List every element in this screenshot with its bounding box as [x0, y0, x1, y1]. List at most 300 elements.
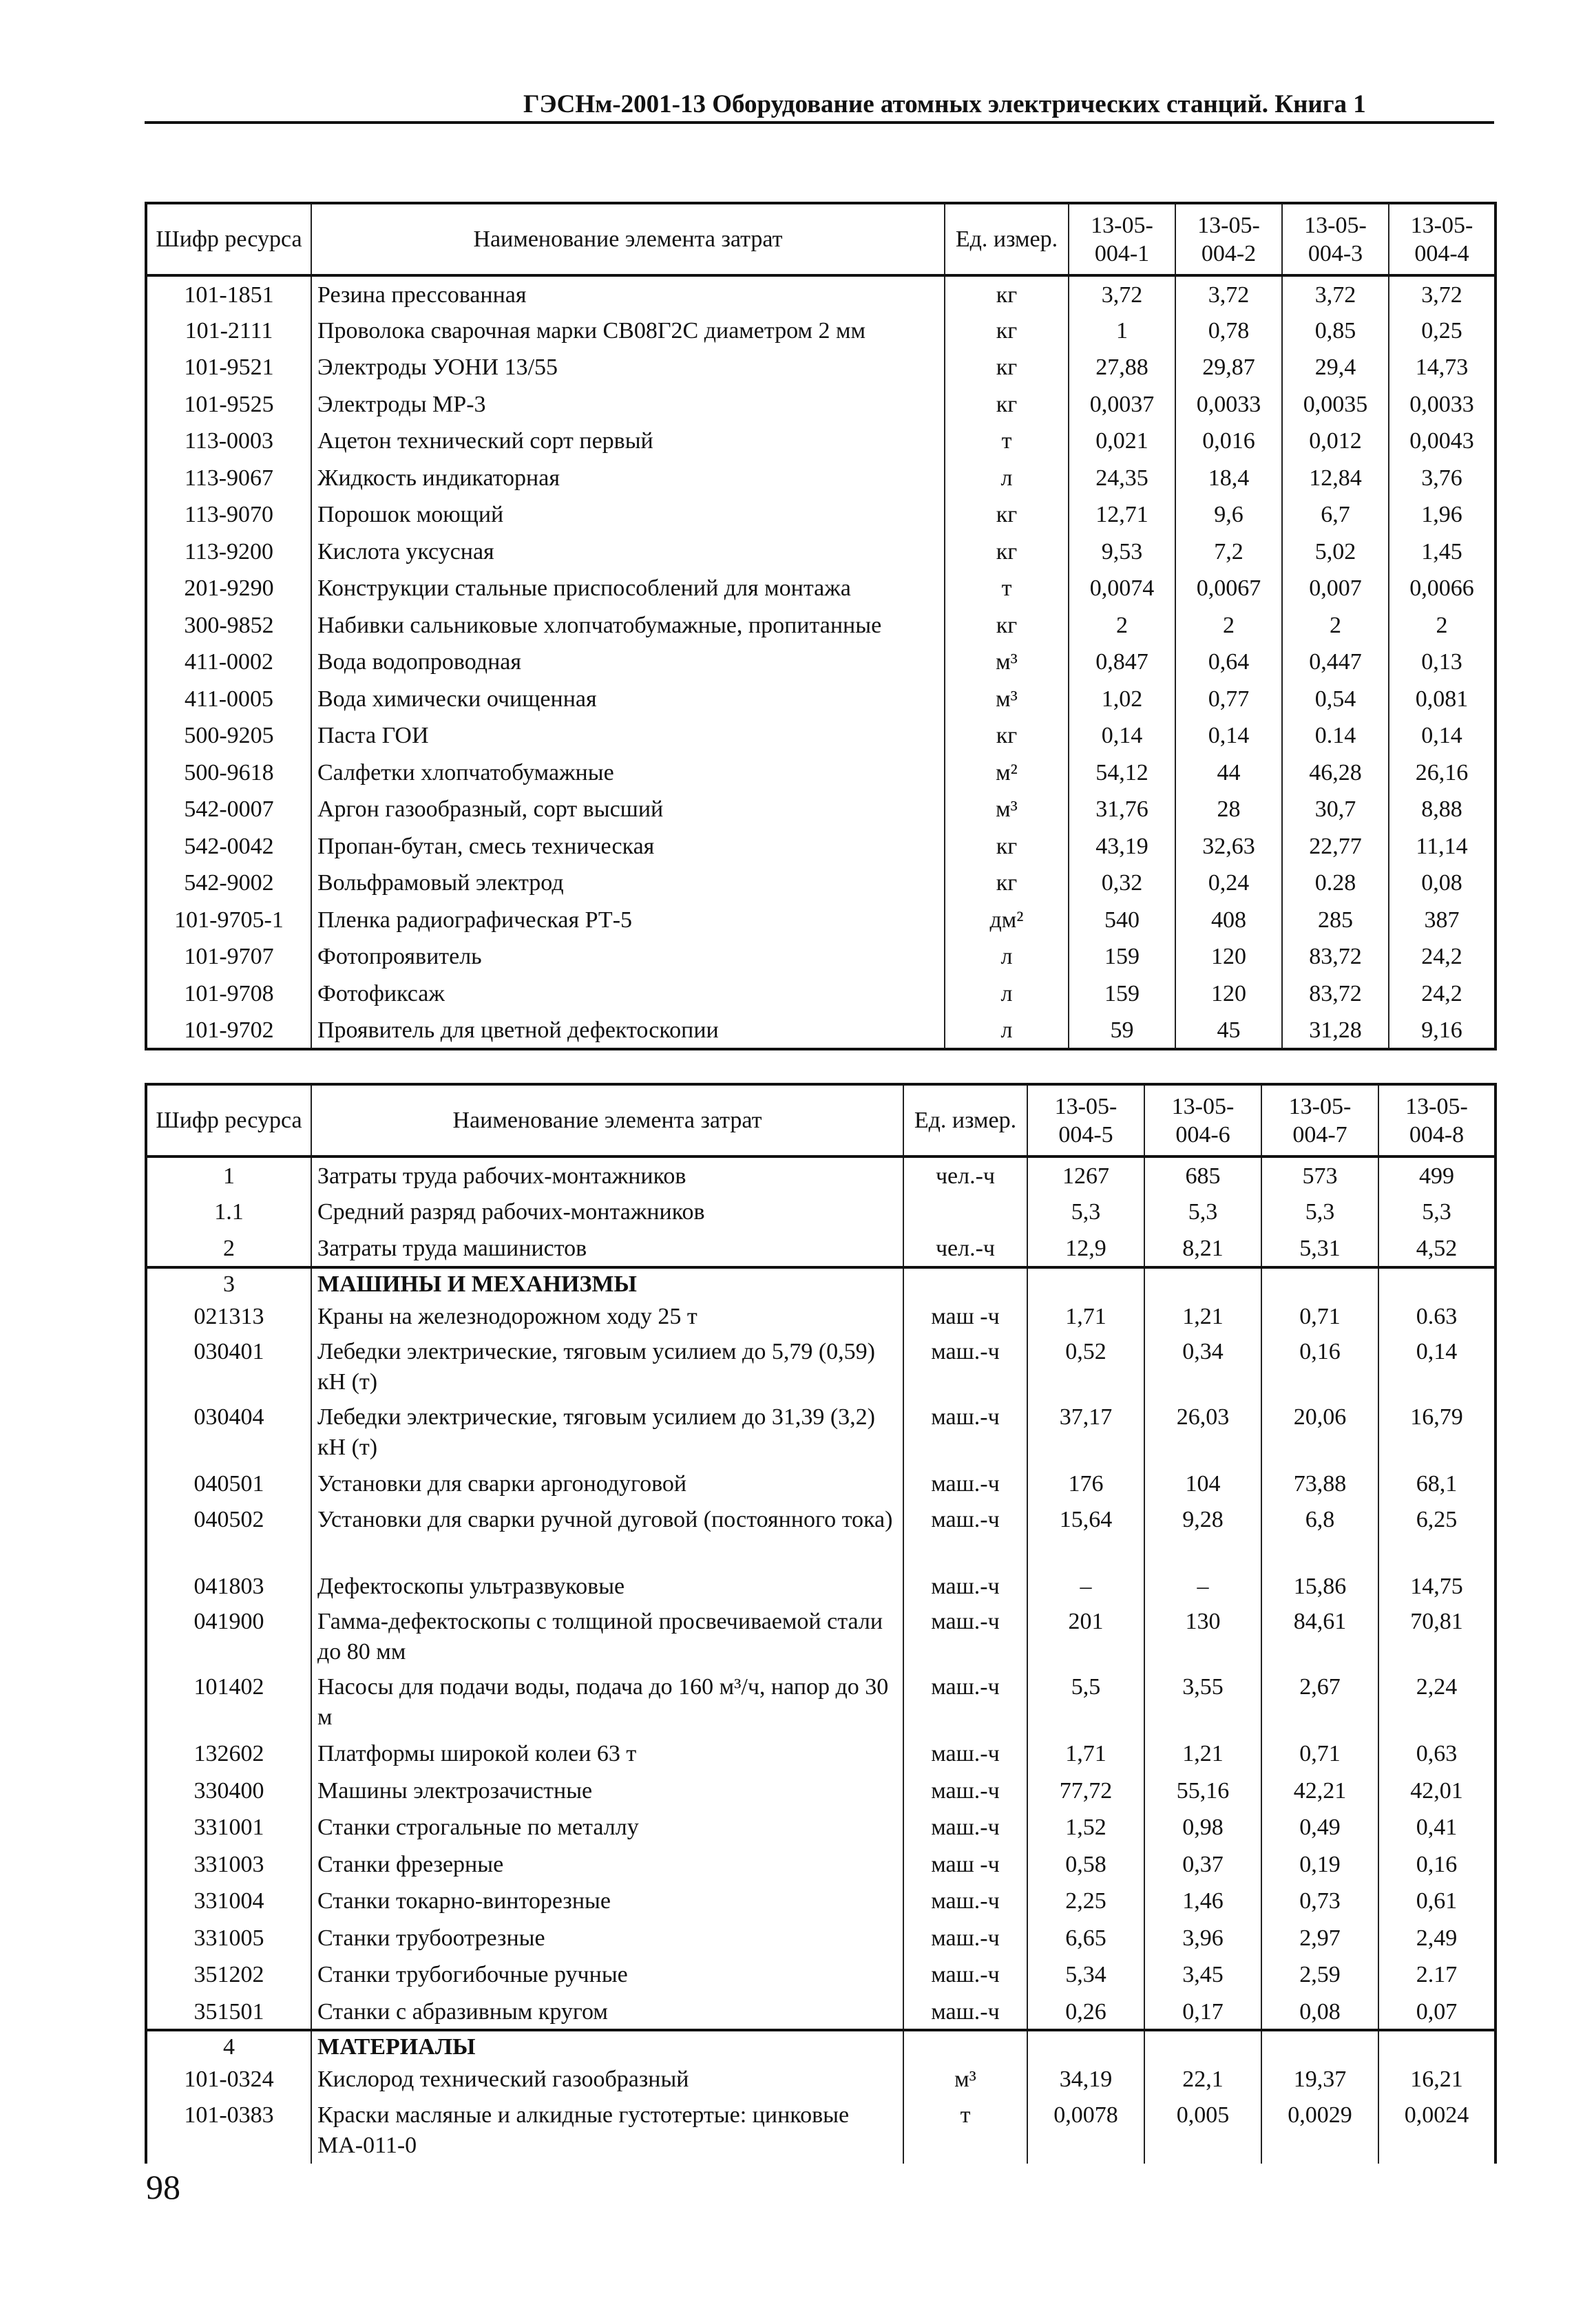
- cell-unit: м³: [903, 2061, 1027, 2098]
- cell-value-3: 12,84: [1282, 460, 1389, 497]
- cell-value-3: 2,67: [1261, 1670, 1378, 1735]
- cell-cost-element-name: Набивки сальниковые хлопчатобумажные, пропитанные: [311, 607, 945, 644]
- cell-cost-element-name: МАШИНЫ И МЕХАНИЗМЫ: [311, 1267, 903, 1298]
- cell-value-4: 0,16: [1378, 1846, 1496, 1883]
- cell-resource-code: 021313: [146, 1298, 311, 1335]
- page-number: 98: [146, 2168, 180, 2206]
- table-row: [146, 975, 1496, 1013]
- cell-unit: [903, 1194, 1027, 1231]
- cell-cost-element-name: Станки трубогибочные ручные: [311, 1956, 903, 1994]
- cell-unit: м³: [945, 644, 1069, 681]
- cell-value-2: 5,3: [1144, 1194, 1261, 1231]
- cell-value-4: 8,88: [1389, 791, 1496, 828]
- cell-value-1: [1027, 2030, 1144, 2061]
- cell-value-2: 18,4: [1175, 460, 1282, 497]
- header-col-1: 13-05-004-5: [1027, 1084, 1144, 1156]
- cell-cost-element-name: Конструкции стальные приспособлений для монтажа: [311, 570, 945, 607]
- cell-value-3: 0,49: [1261, 1809, 1378, 1846]
- table-row: [146, 1809, 1496, 1846]
- cell-resource-code: 201-9290: [146, 570, 311, 607]
- table-row: [146, 1920, 1496, 1957]
- cell-resource-code: 331004: [146, 1883, 311, 1920]
- table-row: [146, 1267, 1496, 1298]
- cell-unit: л: [945, 975, 1069, 1013]
- cell-value-2: 28: [1175, 791, 1282, 828]
- materials-table-1: [145, 202, 1497, 1050]
- cell-value-3: 83,72: [1282, 975, 1389, 1013]
- table-row: [146, 1883, 1496, 1920]
- cell-value-3: 0,19: [1261, 1846, 1378, 1883]
- cell-value-4: 499: [1378, 1156, 1496, 1194]
- table-row: [146, 1194, 1496, 1231]
- cell-value-3: 0,85: [1282, 313, 1389, 350]
- cell-unit: кг: [945, 275, 1069, 313]
- cell-resource-code: 331005: [146, 1920, 311, 1957]
- cell-value-3: 0,0029: [1261, 2098, 1378, 2164]
- cell-value-2: 3,96: [1144, 1920, 1261, 1957]
- table-row: [146, 423, 1496, 460]
- cell-value-1: 0,0078: [1027, 2098, 1144, 2164]
- cell-value-1: 0,52: [1027, 1335, 1144, 1400]
- cell-value-3: 0,012: [1282, 423, 1389, 460]
- cell-value-3: 5,3: [1261, 1194, 1378, 1231]
- cell-value-2: [1144, 2030, 1261, 2061]
- header-col-3: 13-05-004-3: [1282, 203, 1389, 275]
- cell-value-4: 0,41: [1378, 1809, 1496, 1846]
- cell-resource-code: 030401: [146, 1335, 311, 1400]
- cell-value-4: 11,14: [1389, 828, 1496, 865]
- cell-resource-code: 113-0003: [146, 423, 311, 460]
- cell-cost-element-name: Станки фрезерные: [311, 1846, 903, 1883]
- cell-value-2: 9,6: [1175, 496, 1282, 534]
- cell-value-3: 0.14: [1282, 717, 1389, 754]
- cell-value-1: 77,72: [1027, 1773, 1144, 1810]
- cell-value-3: 0,16: [1261, 1335, 1378, 1400]
- cell-value-1: 1,71: [1027, 1298, 1144, 1335]
- cell-unit: маш.-ч: [903, 1466, 1027, 1503]
- cell-value-3: 6,8: [1261, 1503, 1378, 1568]
- cell-cost-element-name: Машины электрозачистные: [311, 1773, 903, 1810]
- cell-value-2: 0,78: [1175, 313, 1282, 350]
- cell-value-3: 83,72: [1282, 938, 1389, 975]
- cell-unit: кг: [945, 717, 1069, 754]
- cell-value-2: 0,77: [1175, 681, 1282, 718]
- header-cost-element-name: Наименование элемента затрат: [311, 203, 945, 275]
- cell-value-1: 27,88: [1069, 349, 1175, 386]
- cell-resource-code: 411-0002: [146, 644, 311, 681]
- cell-value-3: [1261, 1267, 1378, 1298]
- cell-cost-element-name: Платформы широкой колеи 63 т: [311, 1735, 903, 1773]
- cell-value-3: 5,31: [1261, 1230, 1378, 1267]
- cell-value-2: 26,03: [1144, 1400, 1261, 1466]
- cell-resource-code: 030404: [146, 1400, 311, 1466]
- cell-cost-element-name: Станки трубоотрезные: [311, 1920, 903, 1957]
- cell-unit: м³: [945, 791, 1069, 828]
- cell-value-4: 42,01: [1378, 1773, 1496, 1810]
- header-unit: Ед. измер.: [903, 1084, 1027, 1156]
- cell-cost-element-name: Установки для сварки аргонодуговой: [311, 1466, 903, 1503]
- table-row: [146, 1994, 1496, 2031]
- cell-cost-element-name: Вода водопроводная: [311, 644, 945, 681]
- cell-value-2: 3,45: [1144, 1956, 1261, 1994]
- cell-cost-element-name: Фотофиксаж: [311, 975, 945, 1013]
- cell-resource-code: 331003: [146, 1846, 311, 1883]
- cell-resource-code: 101-2111: [146, 313, 311, 350]
- cell-resource-code: 101-9525: [146, 386, 311, 423]
- table-row: [146, 1503, 1496, 1568]
- cell-resource-code: 542-9002: [146, 865, 311, 902]
- cell-cost-element-name: Краны на железнодорожном ходу 25 т: [311, 1298, 903, 1335]
- cell-value-1: 2,25: [1027, 1883, 1144, 1920]
- table-row: [146, 570, 1496, 607]
- table-row: [146, 1230, 1496, 1267]
- cell-value-3: 42,21: [1261, 1773, 1378, 1810]
- cell-resource-code: 1.1: [146, 1194, 311, 1231]
- cell-resource-code: 101402: [146, 1670, 311, 1735]
- cell-cost-element-name: Дефектоскопы ультразвуковые: [311, 1568, 903, 1605]
- cell-value-1: 5,5: [1027, 1670, 1144, 1735]
- cell-unit: маш.-ч: [903, 1335, 1027, 1400]
- cell-value-4: 0,0043: [1389, 423, 1496, 460]
- cell-resource-code: 1: [146, 1156, 311, 1194]
- table-row: [146, 717, 1496, 754]
- cell-resource-code: 101-0383: [146, 2098, 311, 2164]
- cell-value-1: 43,19: [1069, 828, 1175, 865]
- cell-value-2: 0,0067: [1175, 570, 1282, 607]
- cell-value-2: –: [1144, 1568, 1261, 1605]
- cell-cost-element-name: Пропан-бутан, смесь техническая: [311, 828, 945, 865]
- cell-value-4: 0,08: [1389, 865, 1496, 902]
- table-row: [146, 1335, 1496, 1400]
- cell-value-2: 0,34: [1144, 1335, 1261, 1400]
- cell-value-3: 22,77: [1282, 828, 1389, 865]
- header-resource-code: Шифр ресурса: [146, 1084, 311, 1156]
- cell-unit: кг: [945, 496, 1069, 534]
- cell-value-4: 70,81: [1378, 1605, 1496, 1670]
- cell-unit: л: [945, 938, 1069, 975]
- cell-resource-code: 411-0005: [146, 681, 311, 718]
- cell-unit: кг: [945, 828, 1069, 865]
- table-row: [146, 2030, 1496, 2061]
- header-col-3: 13-05-004-7: [1261, 1084, 1378, 1156]
- cell-resource-code: 330400: [146, 1773, 311, 1810]
- cell-value-4: 0,13: [1389, 644, 1496, 681]
- cell-resource-code: 101-9708: [146, 975, 311, 1013]
- cell-value-1: 0,14: [1069, 717, 1175, 754]
- cell-value-4: 0,07: [1378, 1994, 1496, 2031]
- cell-value-2: 120: [1175, 975, 1282, 1013]
- table-row: [146, 1298, 1496, 1335]
- cell-value-1: 1: [1069, 313, 1175, 350]
- header-unit: Ед. измер.: [945, 203, 1069, 275]
- cell-unit: маш.-ч: [903, 1883, 1027, 1920]
- table-row: [146, 791, 1496, 828]
- cell-unit: кг: [945, 607, 1069, 644]
- cell-cost-element-name: Аргон газообразный, сорт высший: [311, 791, 945, 828]
- cell-cost-element-name: Лебедки электрические, тяговым усилием до 5,79 (0,59) кН (т): [311, 1335, 903, 1400]
- cell-cost-element-name: Установки для сварки ручной дуговой (постоянного тока): [311, 1503, 903, 1568]
- cell-value-4: 0,61: [1378, 1883, 1496, 1920]
- cell-value-3: 0,08: [1261, 1994, 1378, 2031]
- cell-value-4: 24,2: [1389, 938, 1496, 975]
- cell-value-1: 0,58: [1027, 1846, 1144, 1883]
- cell-value-1: 1,02: [1069, 681, 1175, 718]
- table-row: [146, 607, 1496, 644]
- cell-value-2: 44: [1175, 754, 1282, 792]
- cell-value-2: 45: [1175, 1012, 1282, 1049]
- cell-value-3: 15,86: [1261, 1568, 1378, 1605]
- cell-value-3: 3,72: [1282, 275, 1389, 313]
- cell-unit: м³: [945, 681, 1069, 718]
- cell-value-2: 2: [1175, 607, 1282, 644]
- cell-cost-element-name: Гамма-дефектоскопы с толщиной просвечиваемой стали до 80 мм: [311, 1605, 903, 1670]
- cell-value-2: 8,21: [1144, 1230, 1261, 1267]
- cell-value-4: 0,081: [1389, 681, 1496, 718]
- cell-value-4: 16,21: [1378, 2061, 1496, 2098]
- cell-value-1: 5,3: [1027, 1194, 1144, 1231]
- cell-value-3: 84,61: [1261, 1605, 1378, 1670]
- cell-value-2: 7,2: [1175, 534, 1282, 571]
- cell-resource-code: 101-0324: [146, 2061, 311, 2098]
- cell-value-1: 12,71: [1069, 496, 1175, 534]
- table-row: [146, 681, 1496, 718]
- cell-resource-code: 500-9618: [146, 754, 311, 792]
- cell-cost-element-name: Насосы для подачи воды, подача до 160 м³/ч, напор до 30 м: [311, 1670, 903, 1735]
- cell-resource-code: 113-9067: [146, 460, 311, 497]
- cell-value-2: 0,016: [1175, 423, 1282, 460]
- cell-value-4: 0,0066: [1389, 570, 1496, 607]
- cell-resource-code: 132602: [146, 1735, 311, 1773]
- cell-value-4: 0,14: [1389, 717, 1496, 754]
- cell-resource-code: 542-0007: [146, 791, 311, 828]
- cell-unit: [903, 1267, 1027, 1298]
- cell-value-3: 573: [1261, 1156, 1378, 1194]
- cell-value-2: 0,0033: [1175, 386, 1282, 423]
- cell-unit: маш -ч: [903, 1298, 1027, 1335]
- cell-value-2: 0,24: [1175, 865, 1282, 902]
- table-row: [146, 313, 1496, 350]
- cell-value-2: 9,28: [1144, 1503, 1261, 1568]
- header-col-4: 13-05-004-4: [1389, 203, 1496, 275]
- header-rule: [145, 121, 1494, 124]
- cell-resource-code: 300-9852: [146, 607, 311, 644]
- cell-cost-element-name: Пленка радиографическая РТ-5: [311, 902, 945, 939]
- cell-cost-element-name: Станки с абразивным кругом: [311, 1994, 903, 2031]
- cell-value-1: 159: [1069, 938, 1175, 975]
- cell-value-3: 2,97: [1261, 1920, 1378, 1957]
- header-resource-code: Шифр ресурса: [146, 203, 311, 275]
- cell-unit: кг: [945, 349, 1069, 386]
- cell-resource-code: 2: [146, 1230, 311, 1267]
- cell-cost-element-name: Электроды МР-3: [311, 386, 945, 423]
- cell-value-2: 0,17: [1144, 1994, 1261, 2031]
- cell-value-4: 2: [1389, 607, 1496, 644]
- cell-value-1: 3,72: [1069, 275, 1175, 313]
- cell-value-2: 0,37: [1144, 1846, 1261, 1883]
- cell-value-3: 0.28: [1282, 865, 1389, 902]
- cell-value-4: 0,0024: [1378, 2098, 1496, 2164]
- cell-resource-code: 3: [146, 1267, 311, 1298]
- cell-value-3: 29,4: [1282, 349, 1389, 386]
- cell-unit: л: [945, 1012, 1069, 1049]
- cell-value-2: 32,63: [1175, 828, 1282, 865]
- cell-value-4: 6,25: [1378, 1503, 1496, 1568]
- table-row: [146, 1012, 1496, 1049]
- cell-unit: маш.-ч: [903, 1735, 1027, 1773]
- cell-value-3: 20,06: [1261, 1400, 1378, 1466]
- cell-value-3: 5,02: [1282, 534, 1389, 571]
- cell-resource-code: 542-0042: [146, 828, 311, 865]
- table-row: [146, 1568, 1496, 1605]
- cell-unit: кг: [945, 865, 1069, 902]
- cell-value-2: 130: [1144, 1605, 1261, 1670]
- table-row: [146, 1466, 1496, 1503]
- cell-value-1: 59: [1069, 1012, 1175, 1049]
- cell-value-1: 0,021: [1069, 423, 1175, 460]
- cell-value-3: 0,447: [1282, 644, 1389, 681]
- cell-unit: маш.-ч: [903, 1568, 1027, 1605]
- cell-unit: маш.-ч: [903, 1605, 1027, 1670]
- cell-resource-code: 040501: [146, 1466, 311, 1503]
- cell-value-1: 1267: [1027, 1156, 1144, 1194]
- cell-value-4: 9,16: [1389, 1012, 1496, 1049]
- cell-unit: дм²: [945, 902, 1069, 939]
- table-row: [146, 644, 1496, 681]
- cell-cost-element-name: Фотопроявитель: [311, 938, 945, 975]
- table-row: [146, 1846, 1496, 1883]
- cell-cost-element-name: Краски масляные и алкидные густотертые: цинковые МА-011-0: [311, 2098, 903, 2164]
- header-col-1: 13-05-004-1: [1069, 203, 1175, 275]
- cell-resource-code: 4: [146, 2030, 311, 2061]
- cell-cost-element-name: Проволока сварочная марки СВ08Г2С диаметром 2 мм: [311, 313, 945, 350]
- table-row: [146, 1400, 1496, 1466]
- cell-cost-element-name: Затраты труда машинистов: [311, 1230, 903, 1267]
- cell-unit: чел.-ч: [903, 1156, 1027, 1194]
- header-cost-element-name: Наименование элемента затрат: [311, 1084, 903, 1156]
- table-row: [146, 1735, 1496, 1773]
- table-row: [146, 460, 1496, 497]
- cell-value-2: 3,72: [1175, 275, 1282, 313]
- cell-value-2: 1,46: [1144, 1883, 1261, 1920]
- cell-value-3: 46,28: [1282, 754, 1389, 792]
- cell-unit: маш.-ч: [903, 1400, 1027, 1466]
- cell-value-1: 5,34: [1027, 1956, 1144, 1994]
- cell-unit: кг: [945, 386, 1069, 423]
- cell-value-3: 285: [1282, 902, 1389, 939]
- cell-cost-element-name: Затраты труда рабочих-монтажников: [311, 1156, 903, 1194]
- cell-cost-element-name: Вода химически очищенная: [311, 681, 945, 718]
- header-col-2: 13-05-004-6: [1144, 1084, 1261, 1156]
- cell-value-4: 16,79: [1378, 1400, 1496, 1466]
- cell-value-1: 34,19: [1027, 2061, 1144, 2098]
- cell-unit: л: [945, 460, 1069, 497]
- cell-value-3: 0,007: [1282, 570, 1389, 607]
- cell-value-3: 31,28: [1282, 1012, 1389, 1049]
- cell-cost-element-name: Порошок моющий: [311, 496, 945, 534]
- cell-unit: кг: [945, 313, 1069, 350]
- table-row: [146, 1605, 1496, 1670]
- table-row: [146, 2098, 1496, 2164]
- cell-value-2: 22,1: [1144, 2061, 1261, 2098]
- cell-value-1: 2: [1069, 607, 1175, 644]
- cell-resource-code: 041900: [146, 1605, 311, 1670]
- cell-resource-code: 101-1851: [146, 275, 311, 313]
- cell-value-4: 14,75: [1378, 1568, 1496, 1605]
- cell-value-1: 37,17: [1027, 1400, 1144, 1466]
- cell-value-2: 0,64: [1175, 644, 1282, 681]
- cell-value-4: 24,2: [1389, 975, 1496, 1013]
- cell-cost-element-name: Паста ГОИ: [311, 717, 945, 754]
- cell-unit: маш.-ч: [903, 1994, 1027, 2031]
- table-row: [146, 1956, 1496, 1994]
- cell-value-4: 0,63: [1378, 1735, 1496, 1773]
- cell-value-1: 0,0074: [1069, 570, 1175, 607]
- cell-value-2: 1,21: [1144, 1298, 1261, 1335]
- cell-value-1: 54,12: [1069, 754, 1175, 792]
- cell-value-3: 73,88: [1261, 1466, 1378, 1503]
- resources-table-2: [145, 1083, 1497, 2164]
- cell-unit: маш.-ч: [903, 1670, 1027, 1735]
- cell-unit: маш.-ч: [903, 1503, 1027, 1568]
- cell-value-1: 176: [1027, 1466, 1144, 1503]
- cell-value-1: 12,9: [1027, 1230, 1144, 1267]
- cell-value-2: 55,16: [1144, 1773, 1261, 1810]
- table-row: [146, 828, 1496, 865]
- cell-value-2: 0,005: [1144, 2098, 1261, 2164]
- cell-unit: маш.-ч: [903, 1809, 1027, 1846]
- table-row: [146, 386, 1496, 423]
- cell-value-1: 0,0037: [1069, 386, 1175, 423]
- cell-cost-element-name: Станки строгальные по металлу: [311, 1809, 903, 1846]
- cell-cost-element-name: Средний разряд рабочих-монтажников: [311, 1194, 903, 1231]
- cell-value-1: 1,71: [1027, 1735, 1144, 1773]
- cell-cost-element-name: Жидкость индикаторная: [311, 460, 945, 497]
- cell-value-4: 1,96: [1389, 496, 1496, 534]
- cell-value-3: [1261, 2030, 1378, 2061]
- cell-unit: т: [903, 2098, 1027, 2164]
- cell-value-2: 104: [1144, 1466, 1261, 1503]
- cell-value-3: 0,71: [1261, 1298, 1378, 1335]
- cell-value-4: 2,49: [1378, 1920, 1496, 1957]
- cell-value-2: 1,21: [1144, 1735, 1261, 1773]
- cell-cost-element-name: Электроды УОНИ 13/55: [311, 349, 945, 386]
- cell-unit: маш -ч: [903, 1846, 1027, 1883]
- cell-resource-code: 040502: [146, 1503, 311, 1568]
- table-row: [146, 754, 1496, 792]
- cell-value-2: [1144, 1267, 1261, 1298]
- table-row: [146, 1773, 1496, 1810]
- cell-value-4: [1378, 2030, 1496, 2061]
- cell-unit: [903, 2030, 1027, 2061]
- cell-resource-code: 101-9521: [146, 349, 311, 386]
- cell-resource-code: 351202: [146, 1956, 311, 1994]
- cell-unit: кг: [945, 534, 1069, 571]
- cell-unit: маш.-ч: [903, 1773, 1027, 1810]
- cell-unit: маш.-ч: [903, 1956, 1027, 1994]
- cell-cost-element-name: МАТЕРИАЛЫ: [311, 2030, 903, 2061]
- cell-value-1: 1,52: [1027, 1809, 1144, 1846]
- cell-value-1: 24,35: [1069, 460, 1175, 497]
- cell-unit: маш.-ч: [903, 1920, 1027, 1957]
- cell-value-3: 6,7: [1282, 496, 1389, 534]
- table-row: [146, 938, 1496, 975]
- cell-value-2: 408: [1175, 902, 1282, 939]
- cell-value-3: 0,0035: [1282, 386, 1389, 423]
- cell-resource-code: 351501: [146, 1994, 311, 2031]
- cell-value-4: 68,1: [1378, 1466, 1496, 1503]
- table-row: [146, 534, 1496, 571]
- cell-value-1: –: [1027, 1568, 1144, 1605]
